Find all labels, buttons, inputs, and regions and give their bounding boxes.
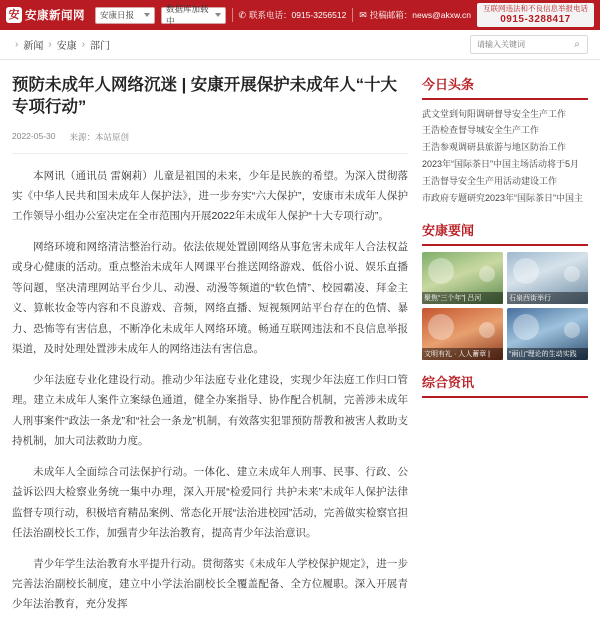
list-item[interactable]: 市政府专题研究2023年“国际茶日”中国主 (422, 193, 584, 204)
news-thumbnail[interactable] (507, 308, 588, 360)
breadcrumb-item-ankang[interactable]: 安康 (56, 41, 77, 52)
breadcrumb-item-news[interactable]: 新闻 (23, 41, 44, 52)
article-source: 来源：本站原创 (69, 131, 129, 142)
publication-select-label: 安康日报 (100, 10, 135, 20)
list-item[interactable]: 2023年“国际茶日”中国主场活动将于5月 (422, 159, 580, 170)
headline-panel-title: 今日头条 (422, 77, 475, 92)
article-body (12, 166, 408, 615)
local-news-panel-title: 安康要闻 (422, 222, 475, 238)
news-thumbnail-caption: 聚焦“三个年”| 吕河 (422, 292, 503, 304)
news-thumbnail-caption: 石泉西街举行 (507, 292, 588, 304)
publication-select[interactable] (95, 7, 155, 24)
list-item[interactable]: 武文堂到旬阳调研督导安全生产工作 (422, 108, 567, 119)
image-decor (564, 266, 580, 282)
breadcrumb-item-department[interactable]: 部门 (90, 41, 111, 52)
news-thumbnail[interactable] (507, 252, 588, 304)
search-box[interactable] (470, 35, 588, 54)
news-thumbnail-caption: “兩山”理论的生动实践 (507, 348, 588, 360)
report-hotline-number: 0915-3288417 (500, 13, 571, 25)
contact-phone (238, 9, 346, 21)
report-hotline-banner[interactable] (477, 3, 594, 27)
search-input[interactable] (475, 39, 571, 50)
page-body (0, 60, 600, 625)
headline-panel (422, 74, 588, 208)
image-decor (564, 322, 580, 338)
article-paragraph: 本网讯（通讯员 雷娴莉）儿童是祖国的未来，少年是民族的希望。为深入贯彻落实《中华人民共和国未成年人保护法》，进一步夯实“六大保护”，安康市未成年人保护工作领导小组办公室决定在全市范围内开展2022年未成年人保护“十大专项行动”。 (12, 169, 408, 223)
list-item[interactable]: 王浩督导安全生产用活动建设工作 (422, 176, 558, 187)
bottom-panel-header (422, 372, 588, 398)
image-decor (479, 266, 495, 282)
article-paragraph: 少年法庭专业化建设行动。推动少年法庭专业化建设，实现少年法庭工作归口管理。建立未成年人案件立案绿色通道，健全办案指导、协作配合机制，完善涉未成年人刑事案件“政法一条龙”和“社会一条龙”机制，有效落实犯罪预防帮教和被害人救助支持机制，加大司法救助力度。 (12, 373, 408, 448)
list-item[interactable]: 王浩检查督导城安全生产工作 (422, 125, 540, 136)
sidebar (422, 60, 588, 625)
mail-icon: ✉ (359, 9, 367, 20)
article-date: 2022-05-30 (12, 130, 56, 141)
topbar-divider-2 (352, 8, 353, 22)
article-paragraph: 网络环境和网络清洁整治行动。依法依规处置剧网络从事危害未成年人合法权益或身心健康的活动。重点整治未成年人网课平台推送网络游戏、低俗小说、娱乐直播等问题，坚决清理网站平台少儿、动漫、动漫等频道的“软色情”、校园霸凌、拜金主义、算帐妆金等内容和不良游戏、音频，网络直播、短视频网站平台存在的色情、暴力、恐怖等有害信息，不断净化未成年人网络环境。畅通互联网违法和不良信息举报渠道，及时处理处置涉未成年人的网络违法有害信息。 (12, 240, 408, 356)
news-thumbnail-caption: 文明有礼 · 人人蓄章 | (422, 348, 503, 360)
local-news-panel (422, 220, 588, 360)
local-news-panel-header (422, 220, 588, 246)
list-item[interactable]: 王浩参观调研县旅游与地区防治工作 (422, 142, 567, 153)
article-paragraph: 青少年学生法治教育水平提升行动。贯彻落实《未成年人学校保护规定》，进一步完善法治副校长制度，建立中小学法治副校长全覆盖配备、全方位履职。深入开展青少年法治教育，充分发挥 (12, 557, 408, 611)
article-column (12, 60, 408, 625)
chevron-right-icon-3: › (81, 39, 86, 50)
report-hotline-caption: 互联网违法和不良信息举报电话 (483, 3, 588, 13)
chevron-down-icon (215, 13, 221, 17)
chevron-right-icon: › (15, 39, 19, 50)
topbar-divider (232, 8, 233, 22)
site-topbar (0, 0, 600, 30)
bottom-panel-title: 综合资讯 (422, 374, 475, 390)
news-thumbnail[interactable] (422, 308, 503, 360)
contact-phone-label: 联系电话：0915-3256512 (249, 10, 347, 20)
search-icon[interactable]: ⌕ (574, 39, 580, 50)
site-logo[interactable] (6, 7, 89, 23)
news-thumbnail[interactable] (422, 252, 503, 304)
bottom-panel (422, 372, 588, 398)
breadcrumb (12, 37, 110, 52)
database-select[interactable] (161, 4, 226, 26)
contact-mail (359, 9, 471, 21)
logo-wordmark: 安康新闻网 (25, 10, 85, 22)
thumbnail-grid (422, 252, 588, 360)
chevron-down-icon (144, 13, 150, 17)
headline-list (422, 106, 588, 208)
article-paragraph: 未成年人全面综合司法保护行动。一体化、建立未成年人刑事、民事、行政、公益诉讼四大检察业务统一集中办理，深入开展“检爱同行 共护未来”未成年人保护法律监督专项行动，积极培育精品案例、常态化开展“法治进校园”活动，完善做实检察官担任法治副校长工作，加强青少年法治教育，提高青少年法治意识。 (12, 465, 408, 540)
image-decor (513, 258, 539, 284)
phone-icon: ✆ (238, 9, 246, 20)
image-decor (479, 322, 495, 338)
image-decor (428, 258, 454, 284)
headline-panel-header (422, 74, 588, 100)
logo-mark-icon: 安 (6, 7, 22, 23)
database-select-label: 数据库加载中 (166, 4, 209, 26)
image-decor (428, 314, 454, 340)
breadcrumb-bar (0, 30, 600, 60)
contact-mail-label: 投稿邮箱：news@akxw.cn (369, 10, 471, 20)
article-meta (12, 131, 408, 154)
chevron-right-icon-2: › (48, 39, 52, 50)
image-decor (513, 314, 539, 340)
page-title: 预防未成年人网络沉迷 | 安康开展保护未成年人“十大专项行动” (12, 76, 398, 117)
